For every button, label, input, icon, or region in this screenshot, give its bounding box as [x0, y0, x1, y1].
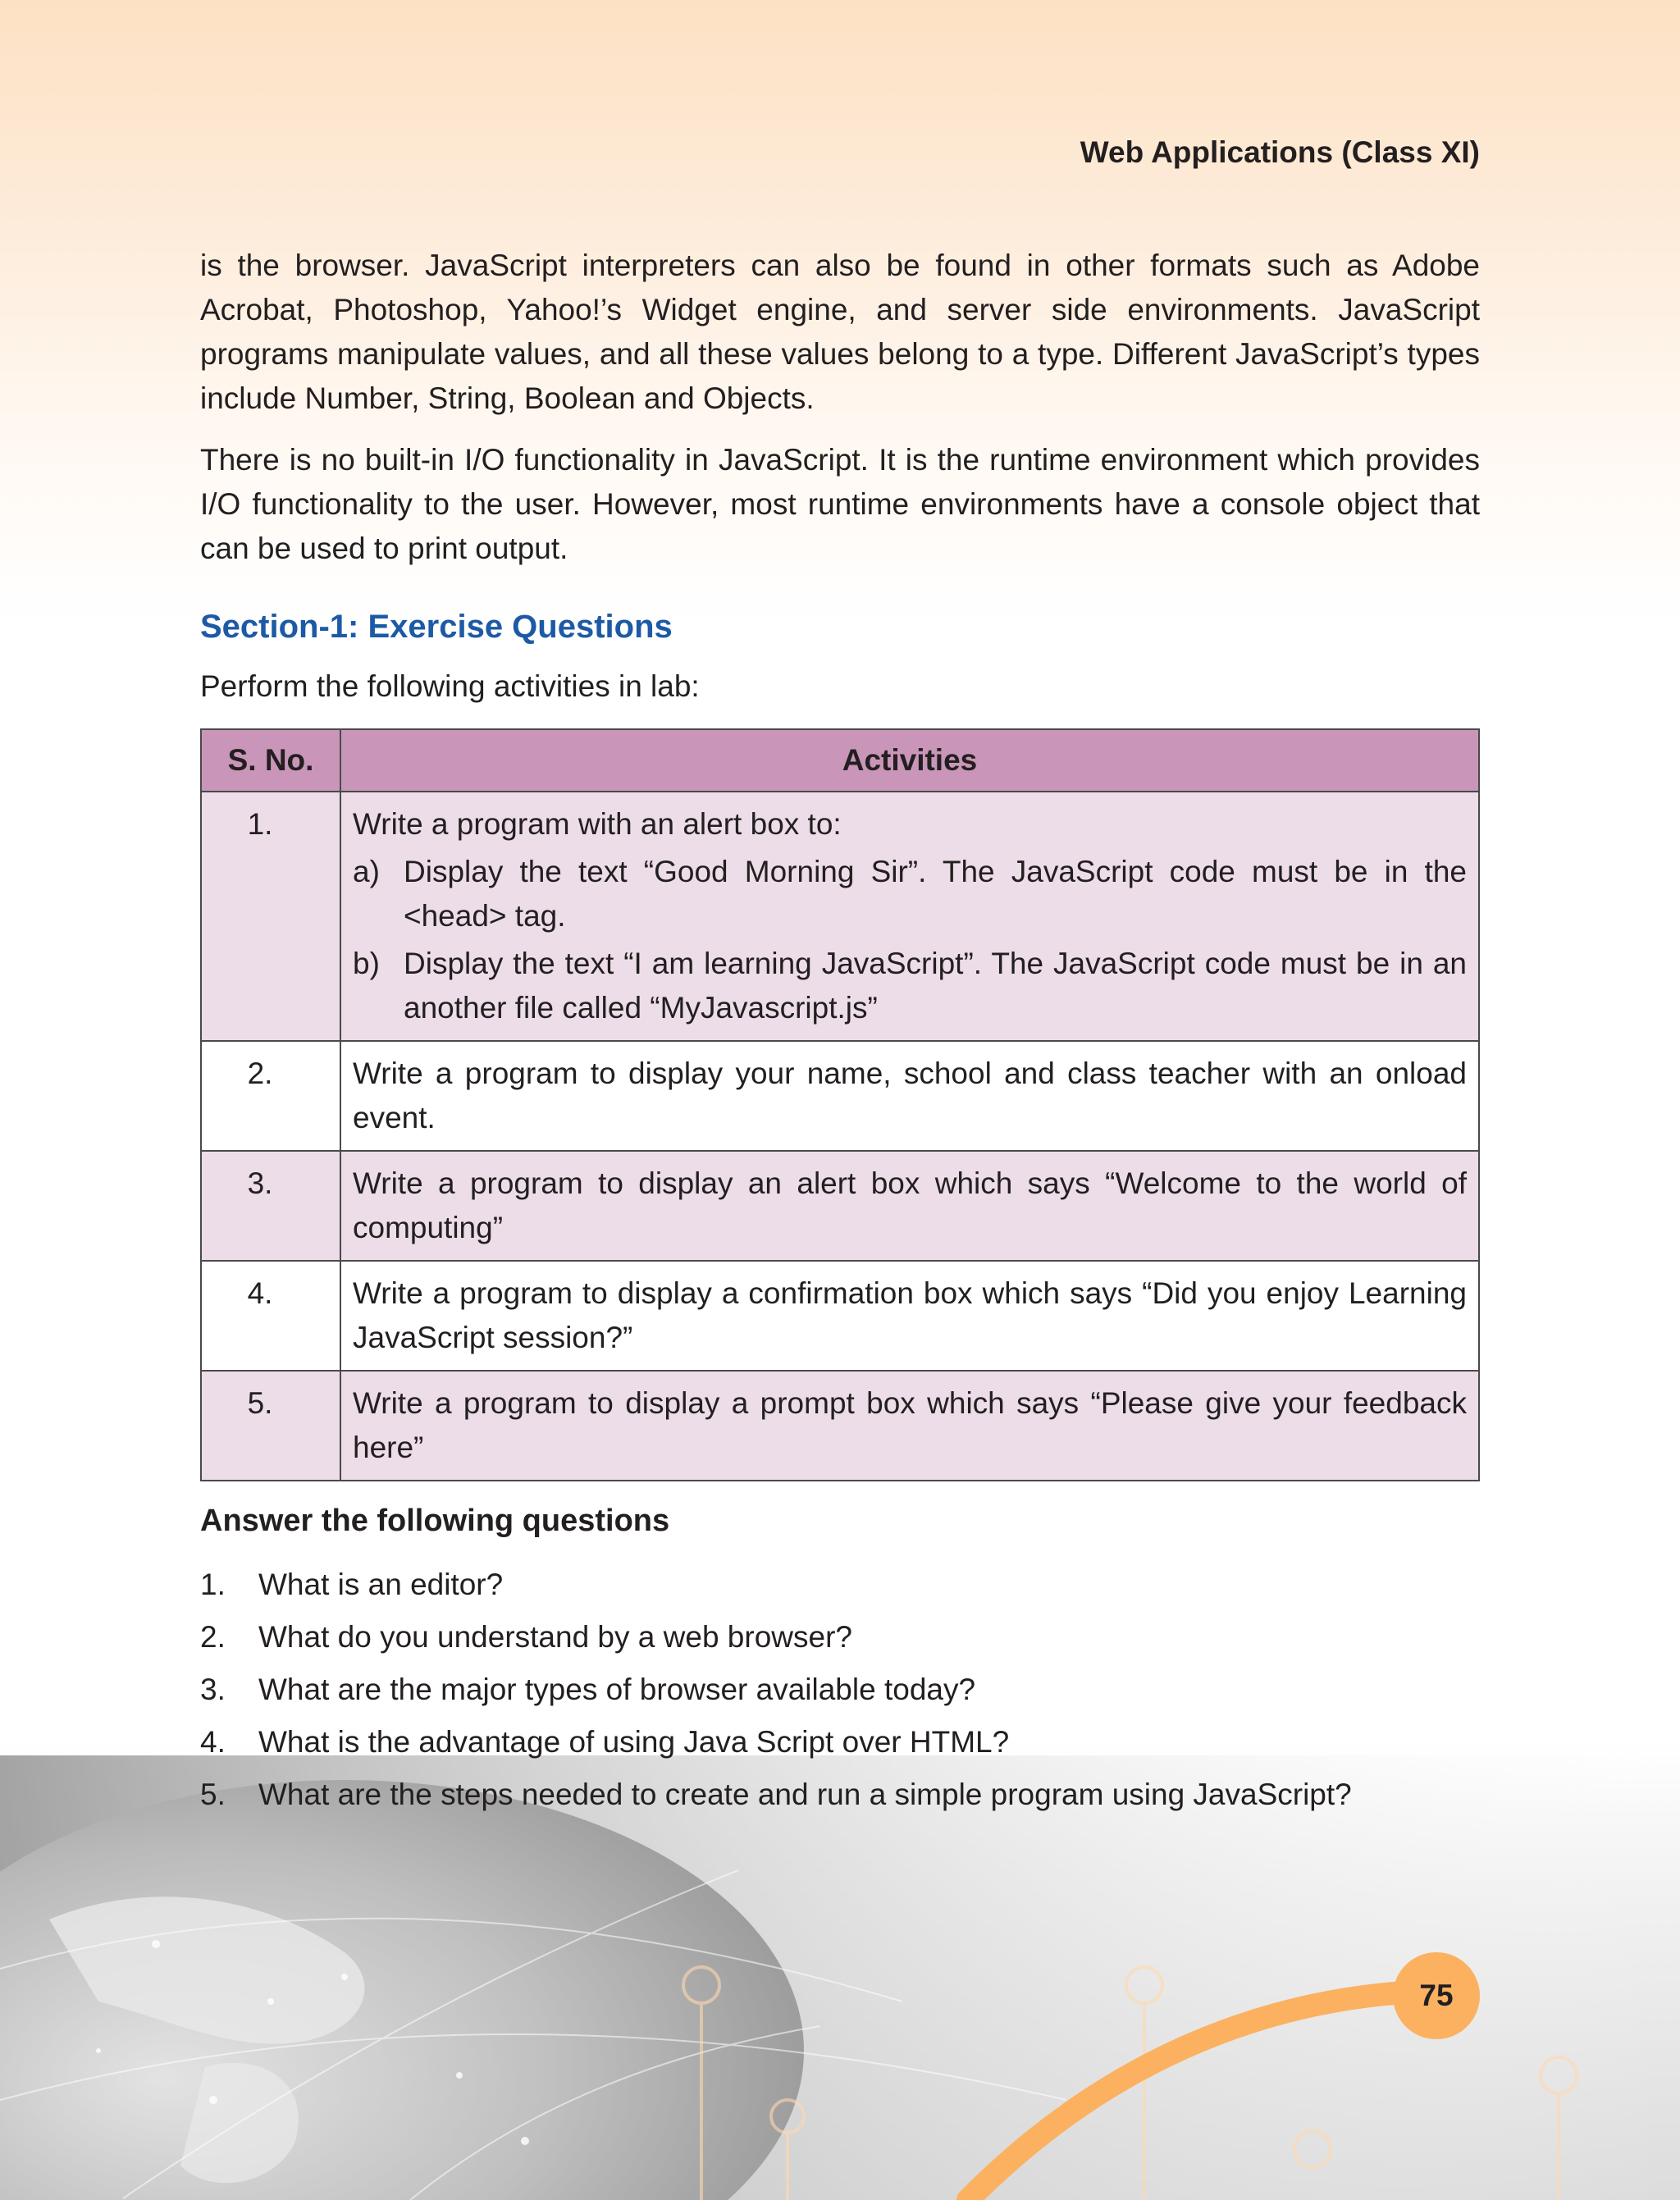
list-item [200, 1769, 1480, 1821]
list-item [200, 1559, 1480, 1611]
question-text: What are the steps needed to create and run a simple program using JavaScript? [258, 1778, 1352, 1811]
question-text: What is the advantage of using Java Script over HTML? [258, 1725, 1010, 1759]
row-activity [340, 792, 1479, 1041]
row-number: 1. [201, 792, 340, 1041]
row-activity: Write a program to display a confirmation box which says “Did you enjoy Learning JavaScript session?” [340, 1261, 1479, 1371]
sub-item-letter: a) [353, 855, 380, 888]
table-header-activities: Activities [340, 729, 1479, 792]
activity-text: Write a program with an alert box to: [353, 807, 842, 841]
table-row [201, 1151, 1479, 1261]
sub-item-letter: b) [353, 947, 380, 980]
row-number: 2. [201, 1041, 340, 1151]
question-number: 4. [200, 1725, 226, 1759]
question-number: 3. [200, 1673, 226, 1706]
running-header: Web Applications (Class XI) [1080, 135, 1480, 169]
table-row [201, 1041, 1479, 1151]
page-number-badge: 75 [1393, 1952, 1480, 2039]
sub-item-text: Display the text “I am learning JavaScript”. The JavaScript code must be in an another file called “MyJavascript.js” [404, 947, 1467, 1025]
table-row [201, 1371, 1479, 1481]
question-number: 5. [200, 1778, 226, 1811]
table-row [201, 1261, 1479, 1371]
body-paragraph-1: is the browser. JavaScript interpreters can also be found in other formats such as Adobe Acrobat, Photoshop, Yahoo!’s Widget engine, and server side environments. JavaScript programs manipulate values, and all these values belong to a type. Different JavaScript’s types include Number, String, Boolean and Objects. [200, 249, 1480, 415]
table-header-sno: S. No. [201, 729, 340, 792]
list-item [200, 1611, 1480, 1664]
list-item [200, 1664, 1480, 1716]
row-activity: Write a program to display your name, school and class teacher with an onload event. [340, 1041, 1479, 1151]
table-row [201, 792, 1479, 1041]
question-number: 1. [200, 1568, 226, 1601]
question-text: What do you understand by a web browser? [258, 1620, 852, 1654]
table-header-row [201, 729, 1479, 792]
questions-heading: Answer the following questions [200, 1504, 670, 1538]
sub-item-text: Display the text “Good Morning Sir”. The JavaScript code must be in the <head> tag. [404, 855, 1467, 933]
row-activity: Write a program to display an alert box which says “Welcome to the world of computing” [340, 1151, 1479, 1261]
list-item [200, 1716, 1480, 1769]
questions-list [200, 1559, 1480, 1821]
row-number: 3. [201, 1151, 340, 1261]
question-text: What are the major types of browser available today? [258, 1673, 976, 1706]
activities-lead-text: Perform the following activities in lab: [200, 669, 700, 703]
body-paragraph-2: There is no built-in I/O functionality in JavaScript. It is the runtime environment which provides I/O functionality to the user. However, most runtime environments have a console object that can be used to print output. [200, 443, 1480, 565]
activities-table [200, 728, 1480, 1481]
question-number: 2. [200, 1620, 226, 1654]
sub-item [353, 850, 1467, 938]
question-text: What is an editor? [258, 1568, 504, 1601]
section-heading: Section-1: Exercise Questions [200, 609, 673, 645]
row-number: 5. [201, 1371, 340, 1481]
row-activity: Write a program to display a prompt box which says “Please give your feedback here” [340, 1371, 1479, 1481]
sub-item [353, 942, 1467, 1030]
row-number: 4. [201, 1261, 340, 1371]
